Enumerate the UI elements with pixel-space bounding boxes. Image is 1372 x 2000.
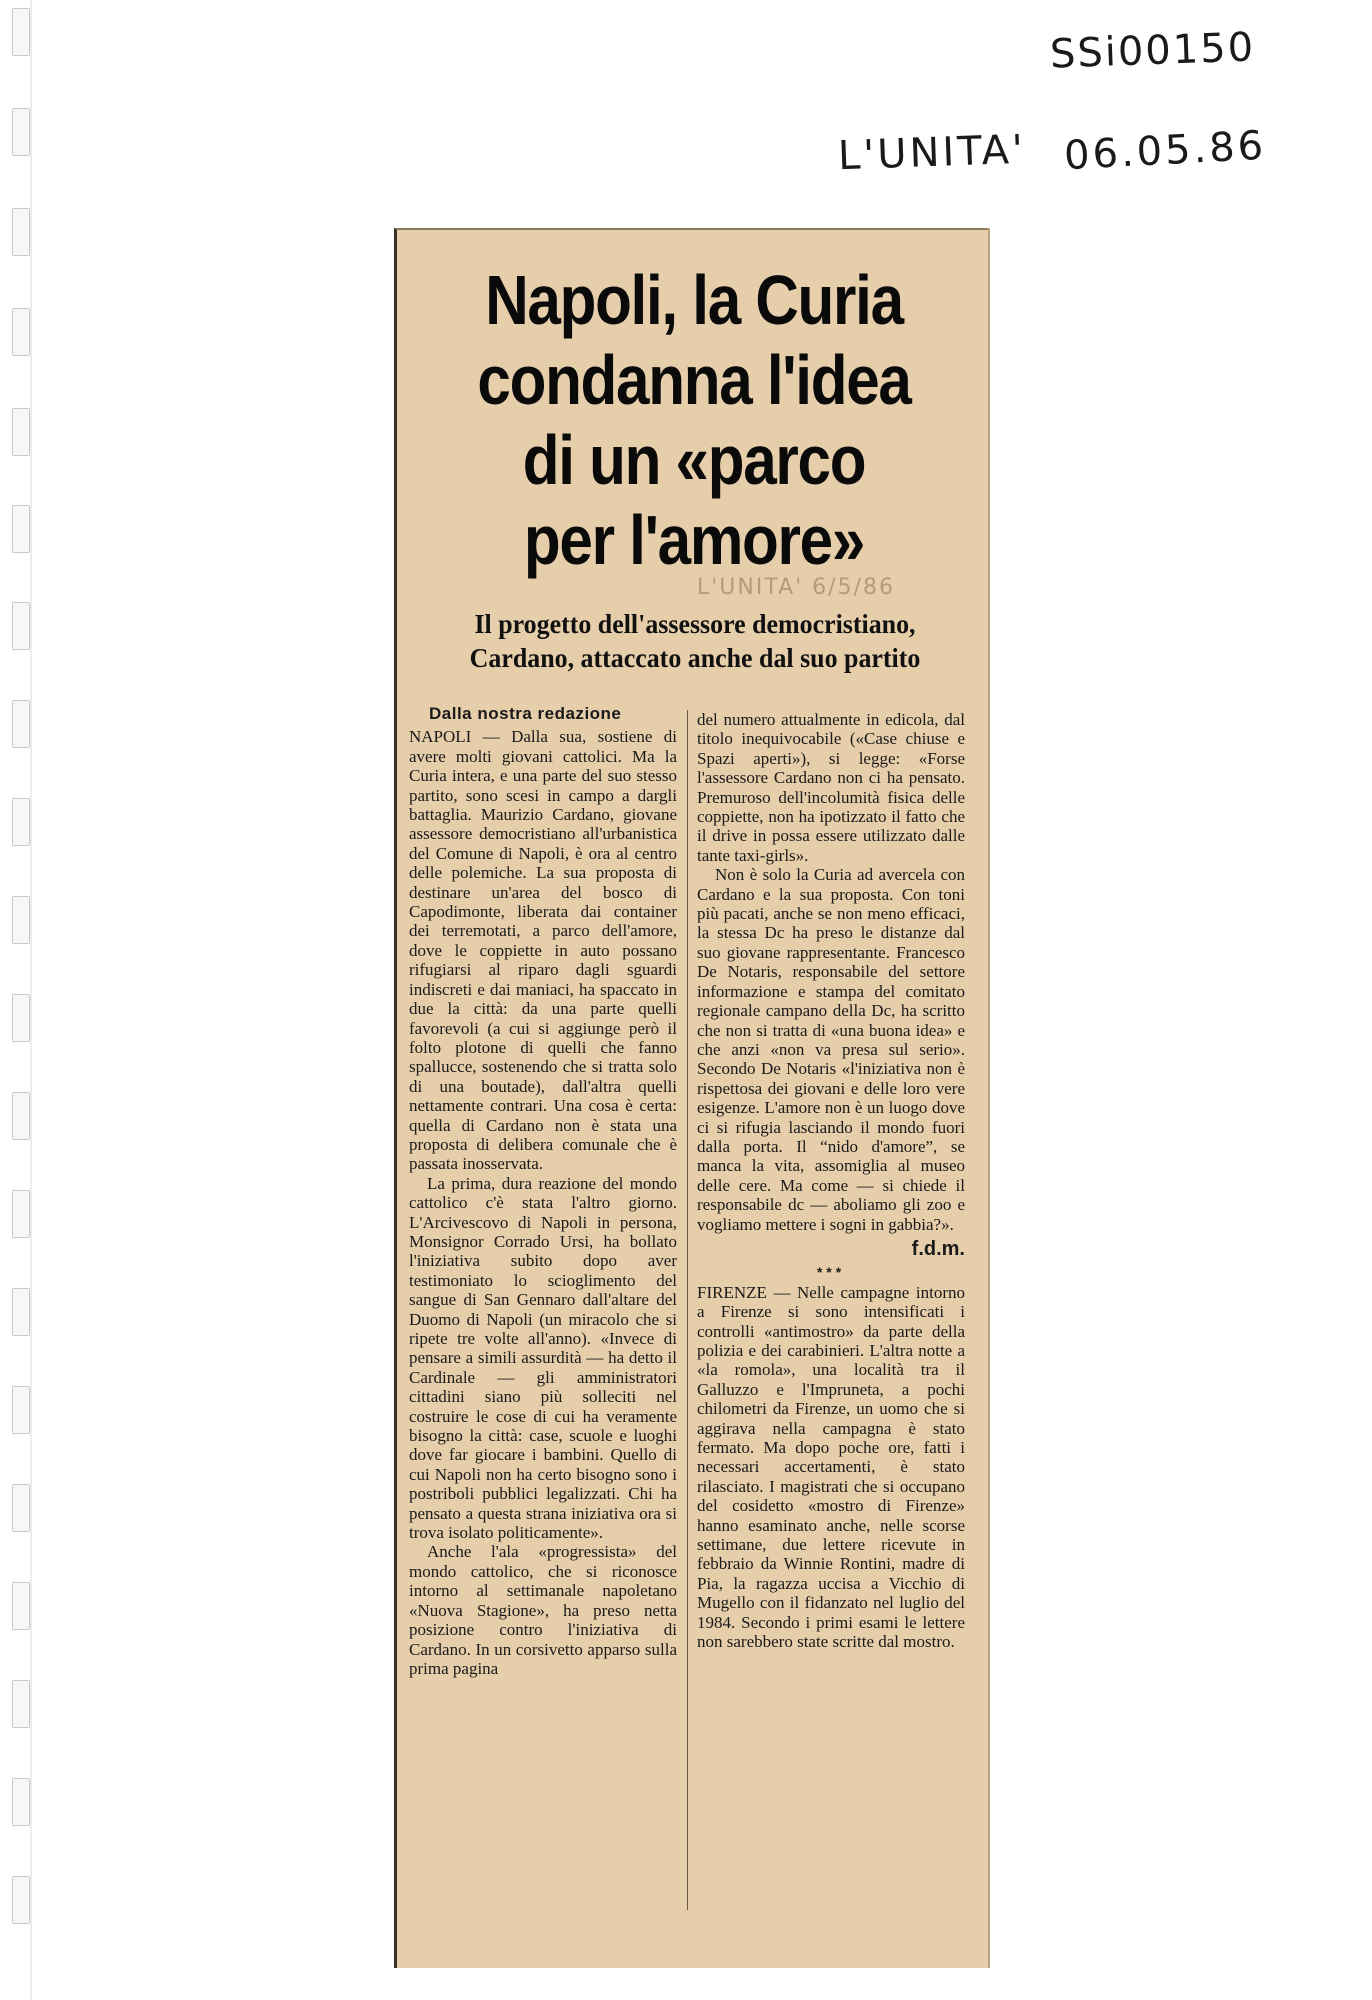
binder-hole bbox=[12, 208, 30, 256]
clip-handwritten-note: L'UNITA' 6/5/86 bbox=[697, 575, 895, 600]
binder-hole bbox=[12, 896, 30, 944]
paragraph: del numero attualmente in edicola, dal titolo inequivocabile («Case chiuse e Spazi aperti»), si legge: «Forse l'assessore Cardano non ci ha pensato. Premuroso dell'incolumità fisica delle coppiette, non ha ipotizzato il fatto che il drive in possa essere utilizzato dalle tante taxi-girls». bbox=[697, 710, 965, 865]
binder-hole bbox=[12, 1876, 30, 1924]
paragraph: Anche l'ala «progressista» del mondo cattolico, che si riconosce intorno al settimanale napoletano «Nuova Stagione», ha preso netta posizione contro l'iniziativa di Cardano. In un corsivetto apparso sulla prima pagina bbox=[409, 1542, 677, 1678]
section-separator: *** bbox=[816, 1264, 846, 1281]
binder-hole bbox=[12, 108, 30, 156]
binder-hole bbox=[12, 1092, 30, 1140]
article-column-left bbox=[409, 704, 677, 1678]
binder-hole bbox=[12, 1386, 30, 1434]
source-label: L'UNITA' bbox=[837, 126, 1027, 180]
newspaper-clipping bbox=[394, 228, 988, 1968]
column-divider bbox=[687, 710, 688, 1910]
binder-hole bbox=[12, 1190, 30, 1238]
subtitle-line: Cardano, attaccato anche dal suo partito bbox=[469, 643, 921, 673]
binder-hole bbox=[12, 798, 30, 846]
paragraph: NAPOLI — Dalla sua, sostiene di avere molti giovani cattolici. Ma la Curia intera, e una parte del suo stesso partito, sono scesi in campo a dargli battaglia. Maurizio Cardano, giovane assessore democristiano all'urbanistica del Comune di Napoli, è ora al centro delle polemiche. La sua proposta di destinare un'area del bosco di Capodimonte, liberata dai container dei terremotati, a parco dell'amore, dove le coppiette in auto possano rifugiarsi al riparo dagli sguardi indiscreti e dai maniaci, ha spaccato in due la città: da una parte quelli favorevoli (a cui si aggiunge però il folto plotone di quelli che fanno spallucce, sostenendo che si tratta solo di una boutade), dall'altra quelli nettamente contrari. Una cosa è certa: quella di Cardano non è stata una proposta di delibera comunale che è passata inosservata. bbox=[409, 727, 677, 1174]
headline-line: condanna l'idea bbox=[477, 341, 911, 419]
page-edge bbox=[30, 0, 32, 2000]
paragraph: La prima, dura reazione del mondo cattolico c'è stata l'altro giorno. L'Arcivescovo di Napoli in persona, Monsignor Corrado Ursi, ha bollato l'iniziativa subito dopo aver testimoniato lo scioglimento del sangue di San Gennaro dall'altare del Duomo di Napoli (un miracolo che si ripete tre volte all'anno). «Invece di pensare a simili assurdità — ha detto il Cardinale — gli amministratori cittadini siano più solleciti nel costruire le cose di cui ha veramente bisogno la città: case, scuole e luoghi dove far giocare i bambini. Quello di cui Napoli non ha certo bisogno sono i postriboli pubblici legalizzati. Chi ha pensato a questa strana iniziativa ora si trova isolato politicamente». bbox=[409, 1173, 677, 1543]
byline: Dalla nostra redazione bbox=[429, 704, 622, 723]
archive-id: SSi00150 bbox=[1049, 24, 1256, 78]
binder-hole bbox=[12, 1288, 30, 1336]
subtitle bbox=[417, 607, 974, 675]
binder-hole bbox=[12, 8, 30, 56]
binder-hole bbox=[12, 408, 30, 456]
binder-holes bbox=[10, 0, 40, 2000]
subtitle-line: Il progetto dell'assessore democristiano, bbox=[474, 609, 916, 639]
author-signature: f.d.m. bbox=[911, 1237, 965, 1260]
binder-hole bbox=[12, 700, 30, 748]
headline-line: Napoli, la Curia bbox=[485, 261, 903, 339]
binder-hole bbox=[12, 308, 30, 356]
binder-hole bbox=[12, 994, 30, 1042]
binder-hole bbox=[12, 1680, 30, 1728]
headline bbox=[439, 260, 950, 580]
binder-hole bbox=[12, 1484, 30, 1532]
paragraph: FIRENZE — Nelle campagne intorno a Firenze si sono intensificati i controlli «antimostro» da parte della polizia e dei carabinieri. L'altra notte a «la romola», una località tra il Galluzzo e l'Impruneta, a pochi chilometri da Firenze, un uomo che si aggirava nella campagna è stato fermato. Ma dopo poche ore, fatti i necessari accertamenti, è stato rilasciato. I magistrati che si occupano del cosidetto «mostro di Firenze» hanno esaminato anche, nelle scorse settimane, due lettere ricevute in febbraio da Winnie Rontini, madre di Pia, la ragazza uccisa a Vicchio di Mugello con il fidanzato nel luglio del 1984. Secondo i primi esami le lettere non sarebbero state scritte dal mostro. bbox=[697, 1282, 965, 1652]
paragraph: Non è solo la Curia ad avercela con Cardano e la sua proposta. Con toni più pacati, anche se non meno efficaci, la stessa Dc ha preso le distanze dal suo giovane rappresentante. Francesco De Notaris, responsabile del settore informazione e stampa del comitato regionale campano della Dc, ha scritto che non si tratta di «una buona idea» e che anzi «non va presa sul serio». Secondo De Notaris «l'iniziativa non è rispettosa dei giovani e delle loro vere esigenze. L'amore non è un luogo dove ci si rifugia lasciando il mondo fuori dalla porta. Il “nido d'amore”, se manca la vita, assomiglia al museo delle cere. Ma come — si chiede il responsabile dc — aboliamo gli zoo e vogliamo mettere i sogni in gabbia?». bbox=[697, 865, 965, 1234]
article-column-right bbox=[697, 710, 965, 1652]
headline-line: per l'amore» bbox=[523, 501, 865, 579]
binder-hole bbox=[12, 1582, 30, 1630]
source-date: 06.05.86 bbox=[1062, 122, 1268, 180]
binder-hole bbox=[12, 602, 30, 650]
headline-line: di un «parco bbox=[522, 421, 866, 499]
binder-hole bbox=[12, 505, 30, 553]
binder-hole bbox=[12, 1778, 30, 1826]
